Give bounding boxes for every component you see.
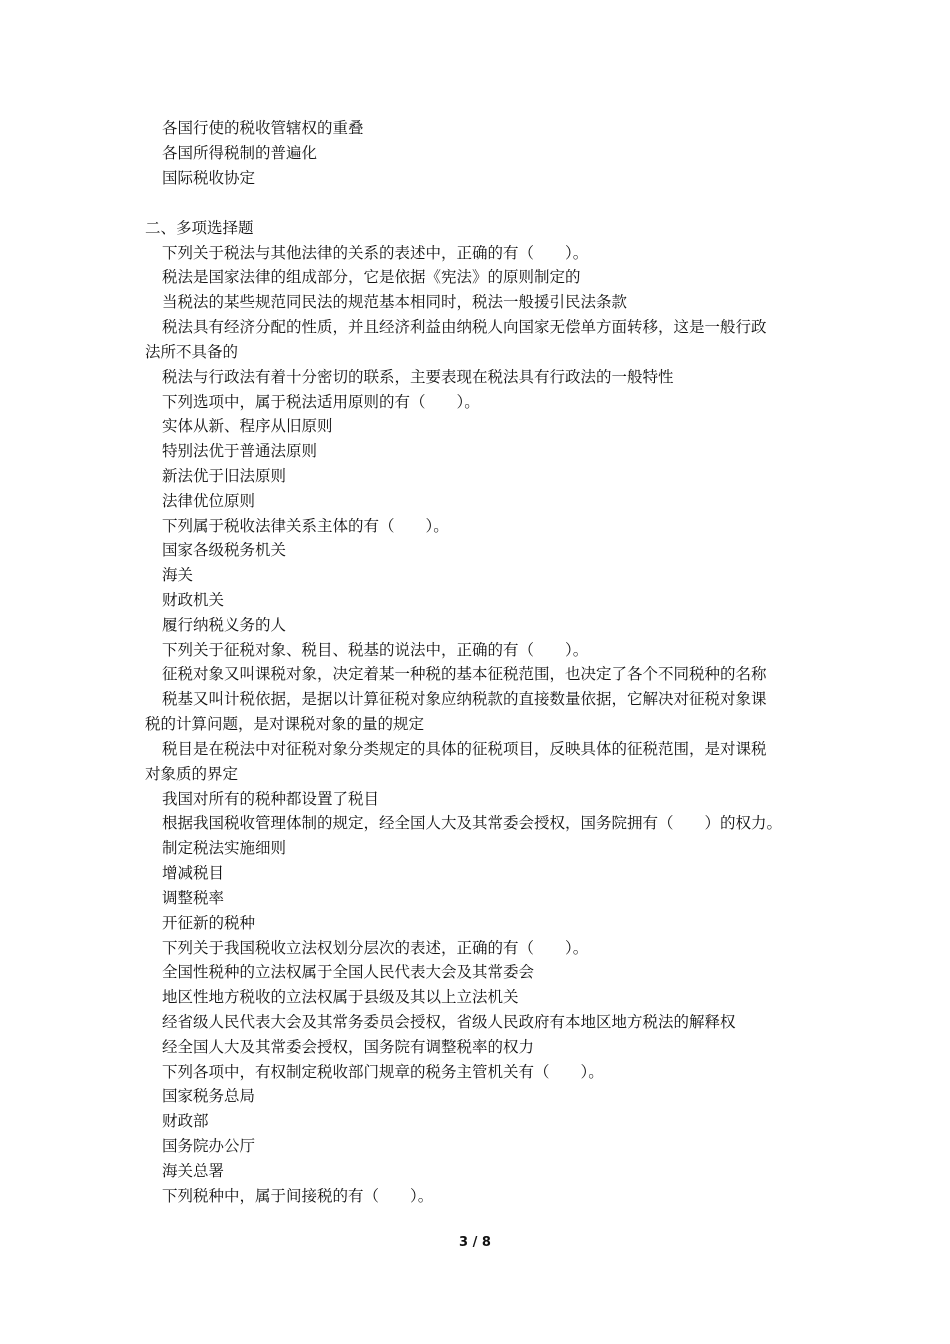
page-number: 3 / 8 [459, 1235, 491, 1250]
option-text: 经全国人大及其常委会授权，国务院有调整税率的权力 [162, 1038, 535, 1056]
option-text: 法律优位原则 [162, 492, 256, 510]
option-text: 制定税法实施细则 [162, 839, 287, 857]
option-text: 调整税率 [162, 889, 225, 907]
option-text: 特别法优于普通法原则 [162, 442, 318, 460]
text-line: 各国所得税制的普遍化 [162, 144, 318, 162]
option-text: 国务院办公厅 [162, 1137, 256, 1155]
option-text: 经省级人民代表大会及其常务委员会授权，省级人民政府有本地区地方税法的解释权 [162, 1013, 736, 1031]
text-line: 国际税收协定 [162, 169, 256, 187]
question-text: 下列关于征税对象、税目、税基的说法中，正确的有（ ）。 [162, 641, 589, 659]
option-text: 国家各级税务机关 [162, 541, 287, 559]
question-text: 下列选项中，属于税法适用原则的有（ ）。 [162, 393, 480, 411]
text-line: 各国行使的税收管辖权的重叠 [162, 119, 364, 137]
option-text: 新法优于旧法原则 [162, 467, 287, 485]
option-text: 开征新的税种 [162, 914, 256, 932]
option-text: 征税对象又叫课税对象，决定着某一种税的基本征税范围，也决定了各个不同税种的名称 [162, 665, 767, 683]
option-text: 当税法的某些规范同民法的规范基本相同时，税法一般援引民法条款 [162, 293, 628, 311]
option-text: 税基又叫计税依据，是据以计算征税对象应纳税款的直接数量依据，它解决对征税对象课 [162, 690, 767, 708]
option-text: 海关总署 [162, 1162, 225, 1180]
option-text: 地区性地方税收的立法权属于县级及其以上立法机关 [162, 988, 519, 1006]
option-text: 税法具有经济分配的性质，并且经济利益由纳税人向国家无偿单方面转移，这是一般行政 [162, 318, 767, 336]
question-text: 下列各项中，有权制定税收部门规章的税务主管机关有（ ）。 [162, 1063, 604, 1081]
option-text: 海关 [162, 566, 194, 584]
option-text: 履行纳税义务的人 [162, 616, 287, 634]
option-text: 国家税务总局 [162, 1087, 256, 1105]
option-text: 税目是在税法中对征税对象分类规定的具体的征税项目，反映具体的征税范围，是对课税 [162, 740, 767, 758]
option-text: 财政部 [162, 1112, 209, 1130]
question-text: 根据我国税收管理体制的规定，经全国人大及其常委会授权，国务院拥有（ ）的权力。 [162, 814, 783, 832]
option-text: 财政机关 [162, 591, 225, 609]
option-text-continued: 对象质的界定 [145, 765, 239, 783]
question-text: 下列关于我国税收立法权划分层次的表述，正确的有（ ）。 [162, 939, 589, 957]
option-text: 增减税目 [162, 864, 225, 882]
option-text: 税法是国家法律的组成部分，它是依据《宪法》的原则制定的 [162, 268, 581, 286]
option-text-continued: 法所不具备的 [145, 343, 239, 361]
option-text: 全国性税种的立法权属于全国人民代表大会及其常委会 [162, 963, 535, 981]
option-text: 税法与行政法有着十分密切的联系，主要表现在税法具有行政法的一般特性 [162, 368, 674, 386]
option-text: 我国对所有的税种都设置了税目 [162, 790, 380, 808]
option-text: 实体从新、程序从旧原则 [162, 417, 333, 435]
option-text-continued: 税的计算问题，是对课税对象的量的规定 [145, 715, 425, 733]
question-text: 下列属于税收法律关系主体的有（ ）。 [162, 517, 449, 535]
question-text: 下列税种中，属于间接税的有（ ）。 [162, 1187, 434, 1205]
question-text: 下列关于税法与其他法律的关系的表述中，正确的有（ ）。 [162, 244, 589, 262]
section-heading: 二、多项选择题 [145, 219, 254, 237]
